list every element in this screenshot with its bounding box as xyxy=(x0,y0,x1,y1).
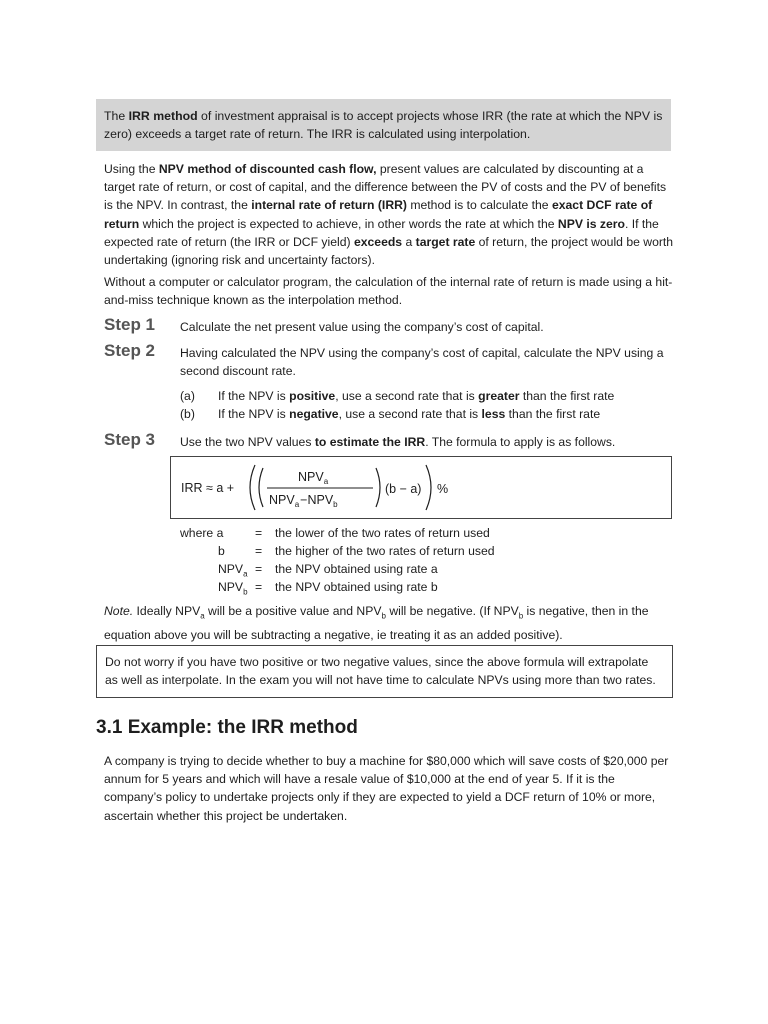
where-row-npvb xyxy=(180,578,438,602)
irr-formula-box xyxy=(170,456,672,519)
bold-text: positive xyxy=(289,389,336,403)
item-key: (a) xyxy=(180,389,195,403)
paragraph-interpolation: Without a computer or calculator program, the calculation of the internal rate of return is made using a hit-and-miss technique known as the interpolation method. xyxy=(104,275,673,308)
text: will be a positive value and NPV xyxy=(204,604,382,618)
where-equals: = xyxy=(255,562,263,576)
text: will be negative. (If NPV xyxy=(385,604,519,618)
text: Ideally NPV xyxy=(133,604,201,618)
text: Using the xyxy=(104,162,159,176)
step-2-item-a xyxy=(180,387,670,405)
where-definition: the NPV obtained using rate b xyxy=(275,580,438,594)
step-2-label: Step 2 xyxy=(104,341,156,360)
definition-text: The xyxy=(104,109,129,123)
text: Use the two NPV values xyxy=(180,435,315,449)
bold-text: NPV is zero xyxy=(557,216,625,231)
text: a xyxy=(402,234,416,249)
text: than the first rate xyxy=(519,389,615,403)
outer-left-paren xyxy=(250,465,255,510)
formula-percent: % xyxy=(437,482,449,496)
where-definition: the NPV obtained using rate a xyxy=(275,562,438,576)
bold-text: internal rate of return (IRR) xyxy=(251,198,407,213)
npv-text: NPV xyxy=(218,580,244,594)
where-definition: the lower of the two rates of return used xyxy=(275,526,490,540)
item-key: (b) xyxy=(180,407,195,421)
formula-numerator: $NPV_a$ xyxy=(298,470,329,486)
step-2-item-b xyxy=(180,405,670,423)
extrapolation-note-box: Do not worry if you have two positive or two negative values, since the above formula will extrapolate as well as interpolate. In the exam you will not have time to calculate NPVs using more than two rates. xyxy=(96,645,673,698)
text: If the NPV is xyxy=(218,407,290,421)
text: than the first rate xyxy=(505,407,601,421)
inner-right-paren xyxy=(376,468,380,507)
npv-subscript: a xyxy=(243,569,248,579)
text: which the project is expected to achieve, in other words the rate at which the xyxy=(139,216,558,231)
section-heading: 3.1 Example: the IRR method xyxy=(96,717,358,738)
where-equals: = xyxy=(255,580,263,594)
step-1-label: Step 1 xyxy=(104,315,156,334)
bold-text: exceeds xyxy=(353,234,403,249)
where-row-a xyxy=(180,524,490,542)
note-label: Note. xyxy=(104,604,134,618)
irr-formula xyxy=(171,457,671,518)
npv-subscript: b xyxy=(243,587,248,597)
where-equals: = xyxy=(255,526,263,540)
bold-text: target rate xyxy=(415,234,476,249)
bold-text: less xyxy=(481,407,506,421)
definition-box xyxy=(96,99,671,151)
text: of return, the project would be worth undertaking (ignoring risk and uncertainty factors). xyxy=(104,234,674,268)
where-equals: = xyxy=(255,544,263,558)
inner-left-paren xyxy=(259,468,263,507)
bold-text: NPV method of discounted cash flow, xyxy=(158,162,377,176)
text: , use a second rate that is xyxy=(335,389,479,403)
step-2-text: Having calculated the NPV using the company’s cost of capital, calculate the NPV using a second discount rate. xyxy=(180,346,664,378)
formula-lhs: IRR ≈ a + xyxy=(181,481,235,495)
formula-factor: (b − a) xyxy=(385,482,422,496)
where-definition: the higher of the two rates of return used xyxy=(275,544,495,558)
bold-text: exact DCF rate of return xyxy=(104,198,653,231)
text: is negative, then in the equation above you will be subtracting a negative, ie treating it as an added positive). xyxy=(104,604,649,642)
step-3-label: Step 3 xyxy=(104,430,156,449)
definition-text: of investment appraisal is to accept projects whose IRR (the rate at which the NPV is zero) exceeds a target rate of return. The IRR is calculated using interpolation. xyxy=(104,109,663,141)
bold-text: greater xyxy=(478,389,520,403)
note-paragraph xyxy=(104,602,674,644)
text: , use a second rate that is xyxy=(338,407,482,421)
where-row-b xyxy=(180,542,495,560)
subscript: a xyxy=(200,611,205,621)
bold-text: to estimate the IRR xyxy=(314,435,426,449)
text: . If the expected rate of return (the IRR or DCF yield) xyxy=(104,216,659,249)
definition-term: IRR method xyxy=(128,109,198,123)
text: . The formula to apply is as follows. xyxy=(425,435,616,449)
step-3-text xyxy=(180,433,670,451)
text: present values are calculated by discounting at a target rate of return, or cost of capital, and the difference between the PV of costs and the PV of benefits is the NPV. In contrast, the xyxy=(104,162,667,213)
text: If the NPV is xyxy=(218,389,290,403)
formula-denominator: $NPV_a-NPV_b$ xyxy=(269,493,338,509)
step-1-text: Calculate the net present value using the company’s cost of capital. xyxy=(180,320,544,334)
text: method is to calculate the xyxy=(406,198,552,213)
subscript: b xyxy=(518,611,524,621)
where-term: where a xyxy=(180,526,224,540)
where-term xyxy=(180,578,255,602)
example-paragraph: A company is trying to decide whether to buy a machine for $80,000 which will save costs of $20,000 per annum for 5 years and which will have a resale value of $10,000 at the end of year 5. If it is the company’s policy to undertake projects only if they are expected to yield a DCF return of 10% or more, ascertain whether this project be undertaken. xyxy=(104,754,669,823)
where-term: b xyxy=(218,544,225,558)
outer-right-paren xyxy=(426,465,431,510)
bold-text: negative xyxy=(289,407,339,421)
subscript: b xyxy=(381,611,386,621)
paragraph-npv-method xyxy=(104,160,674,269)
npv-text: NPV xyxy=(218,562,244,576)
